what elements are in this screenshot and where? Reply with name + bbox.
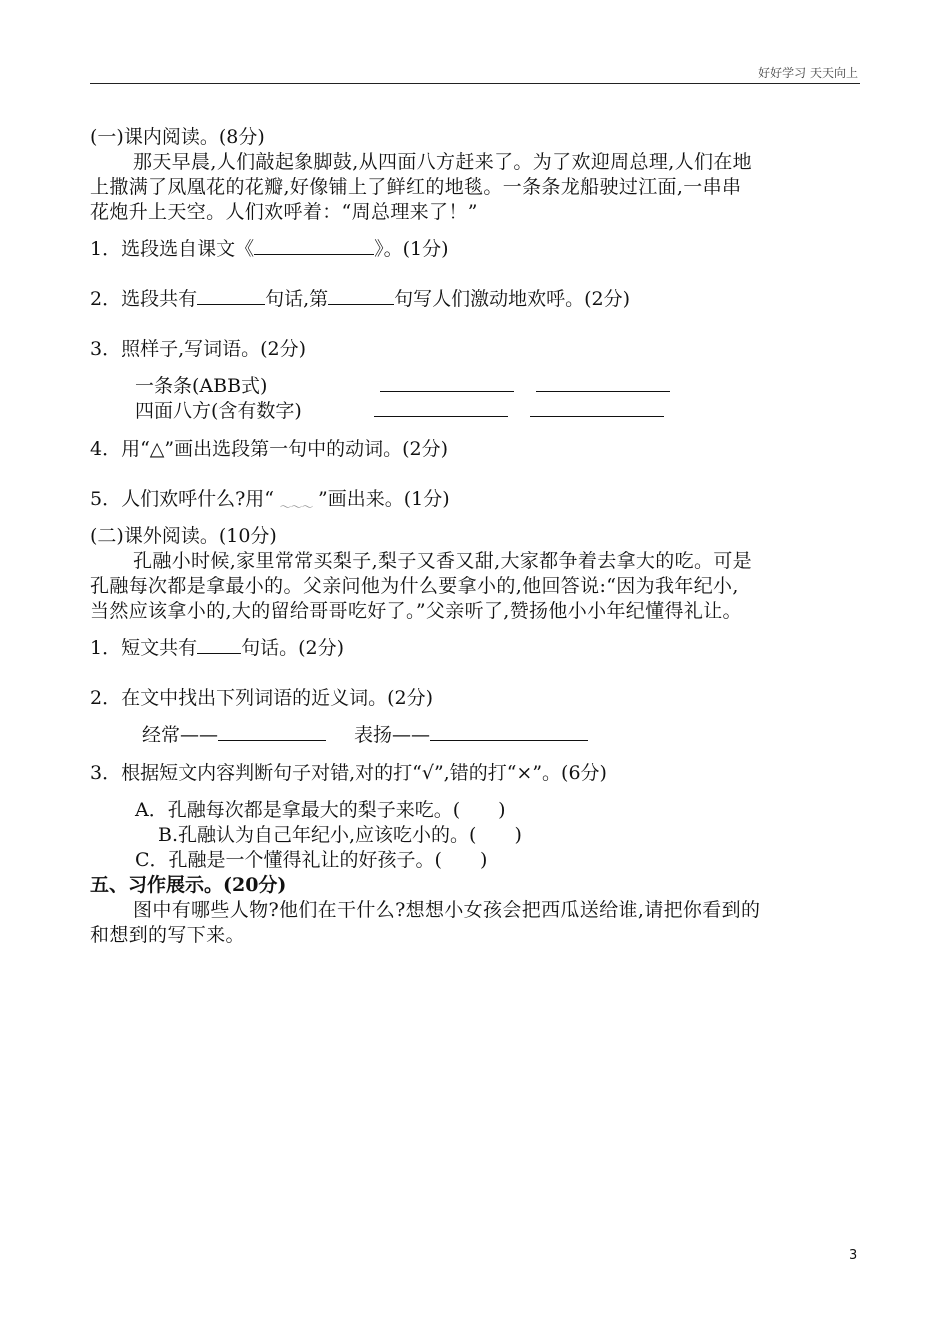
synonym-word-1: 经常—— (142, 724, 219, 746)
section2-question-1 (90, 635, 344, 661)
section2-passage-line-2: 孔融每次都是拿最小的。父亲问他为什么要拿小的,他回答说:“因为我年纪小, (90, 575, 739, 597)
section2-question-3: 3．根据短文内容判断句子对错,对的打“√”,错的打“×”。(6分) (90, 762, 607, 784)
section2-question-2: 2．在文中找出下列词语的近义词。(2分) (90, 687, 434, 709)
section5-prompt-line-2: 和想到的写下来。 (90, 924, 245, 946)
question-1-prefix: 1．短文共有 (90, 637, 198, 659)
answer-blank[interactable] (218, 722, 326, 741)
question-1-prefix: 1．选段选自课文《 (90, 238, 255, 260)
question-2-synonym-row (142, 722, 588, 748)
section1-question-3: 3．照样子,写词语。(2分) (90, 338, 307, 360)
section2-passage-line-3: 当然应该拿小的,大的留给哥哥吃好了。”父亲听了,赞扬他小小年纪懂得礼让。 (90, 600, 742, 622)
question-3-blanks-row-2 (374, 398, 664, 424)
question-2-suffix: 句写人们激动地欢呼。(2分) (394, 288, 631, 310)
judgement-b-text: B.孔融认为自己年纪小,应该吃小的。( (158, 824, 477, 846)
section1-passage-line-2: 上撒满了凤凰花的花瓣,好像铺上了鲜红的地毯。一条条龙船驶过江面,一串串 (90, 176, 742, 198)
answer-blank[interactable] (430, 722, 588, 741)
question-2-middle: 句话,第 (265, 288, 329, 310)
closing-paren: ) (479, 849, 488, 871)
judgement-c-text: C．孔融是一个懂得礼让的好孩子。( (135, 849, 442, 871)
section1-question-5 (90, 486, 450, 520)
wavy-line-icon: ～～～ (279, 500, 313, 514)
judgement-item-c (135, 847, 487, 873)
answer-blank[interactable] (536, 373, 670, 392)
section1-question-4: 4．用“△”画出选段第一句中的动词。(2分) (90, 438, 449, 460)
judgement-item-b (158, 822, 522, 848)
section2-passage-line-1: 孔融小时候,家里常常买梨子,梨子又香又甜,大家都争着去拿大的吃。可是 (133, 550, 753, 572)
answer-blank[interactable] (530, 398, 664, 417)
answer-blank[interactable] (374, 398, 508, 417)
question-5-prefix: 5．人们欢呼什么?用“ (90, 488, 274, 510)
question-1-suffix: 》。(1分) (374, 238, 449, 260)
section1-title: (一)课内阅读。(8分) (90, 126, 265, 148)
section1-passage-line-1: 那天早晨,人们敲起象脚鼓,从四面八方赶来了。为了欢迎周总理,人们在地 (133, 151, 753, 173)
answer-blank[interactable] (380, 373, 514, 392)
answer-blank[interactable] (197, 635, 241, 654)
answer-blank[interactable] (328, 286, 394, 305)
answer-blank[interactable] (197, 286, 265, 305)
question-1-suffix: 句话。(2分) (241, 637, 345, 659)
answer-blank[interactable] (254, 236, 374, 255)
question-5-suffix: ”画出来。(1分) (318, 488, 450, 510)
judgement-a-text: A．孔融每次都是拿最大的梨子来吃。( (135, 799, 461, 821)
judgement-item-a (135, 797, 506, 823)
section5-title: 五、习作展示。(20分) (90, 874, 287, 896)
question-2-prefix: 2．选段共有 (90, 288, 198, 310)
section1-passage-line-3: 花炮升上天空。人们欢呼着：“周总理来了！” (90, 201, 478, 223)
synonym-word-2: 表扬—— (354, 724, 431, 746)
question-3-item-1: 一条条(ABB式) (135, 375, 268, 397)
question-3-blanks-row-1 (380, 373, 670, 399)
question-3-item-2: 四面八方(含有数字) (135, 400, 302, 422)
page-number: 3 (849, 1248, 858, 1263)
header-divider (90, 83, 860, 84)
page-header: 好好学习 天天向上 (758, 66, 858, 80)
section1-question-2 (90, 286, 630, 312)
section1-question-1 (90, 236, 449, 262)
closing-paren: ) (514, 824, 522, 846)
section5-prompt-line-1: 图中有哪些人物?他们在干什么?想想小女孩会把西瓜送给谁,请把你看到的 (133, 899, 761, 921)
closing-paren: ) (498, 799, 506, 821)
section2-title: (二)课外阅读。(10分) (90, 525, 277, 547)
